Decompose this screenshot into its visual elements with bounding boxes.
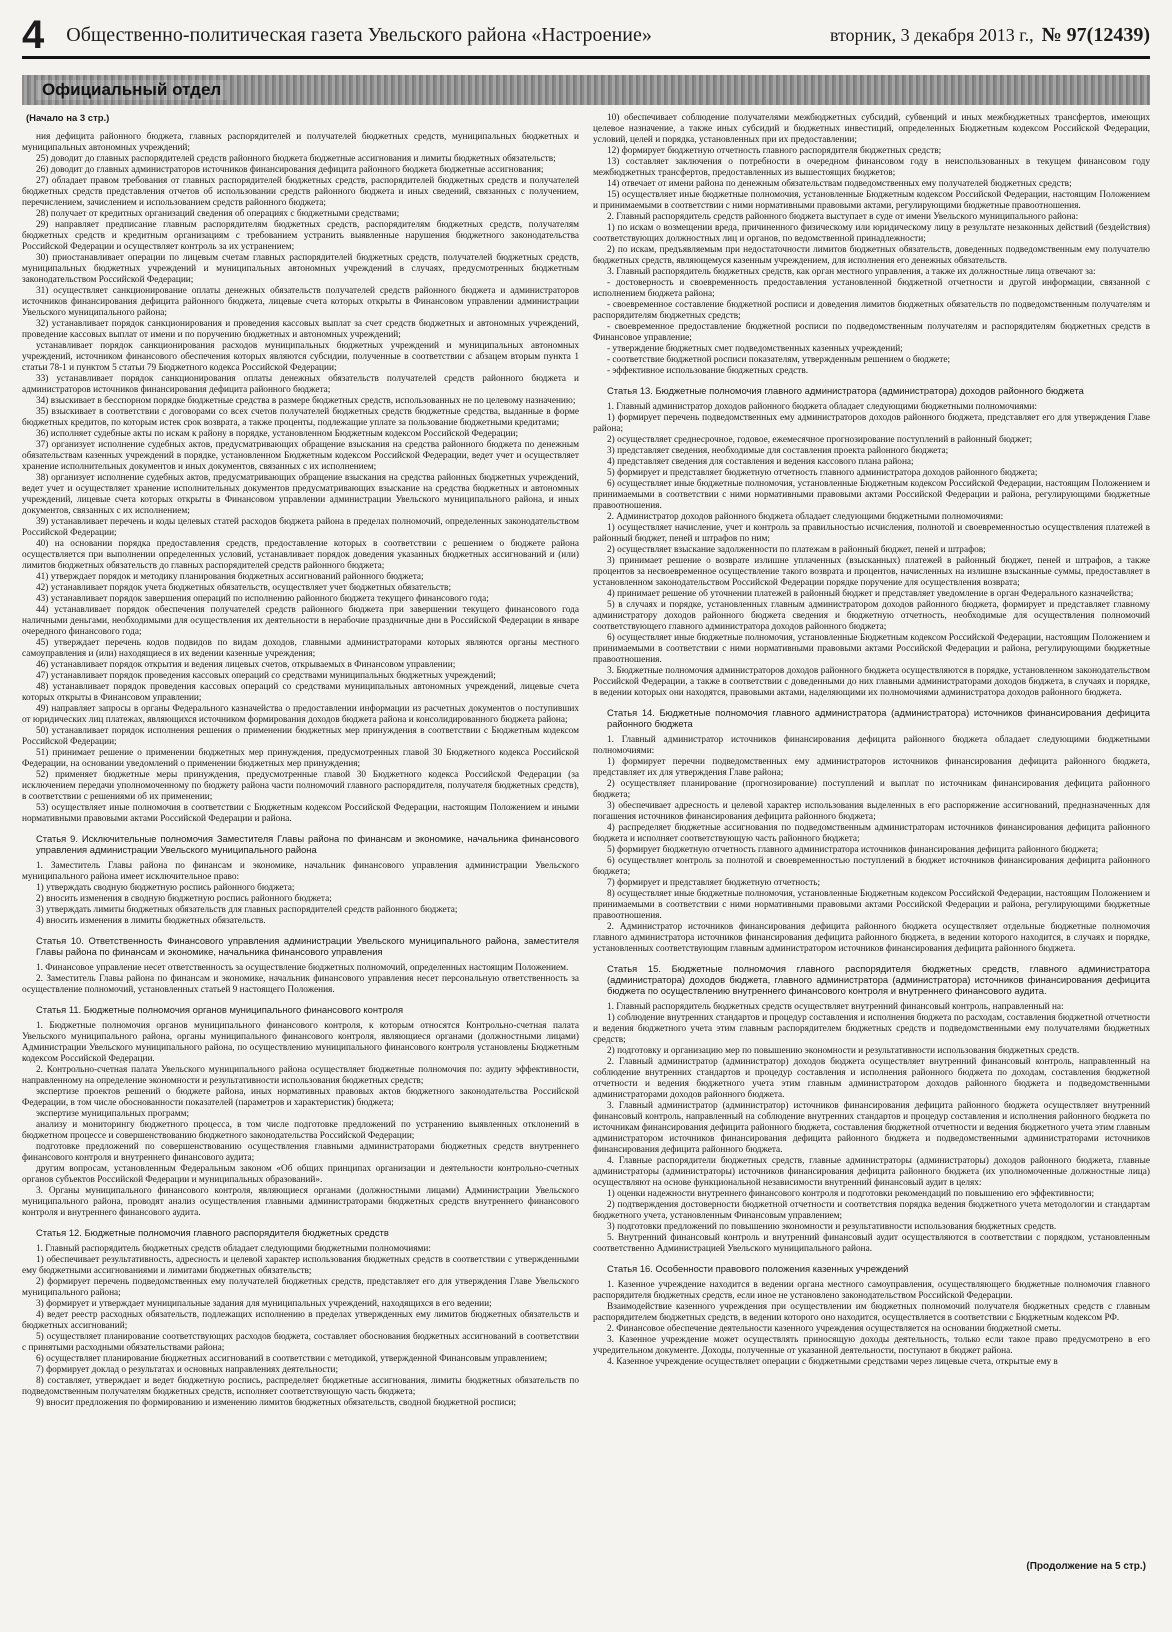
paragraph: 2) вносить изменения в сводную бюджетную роспись районного бюджета; <box>36 894 332 904</box>
paragraph: устанавливает порядок санкционирования расходов муниципальных бюджетных учреждений и муниципальных автономных учреждений, источником финансового обеспечения которых являются субсидии, полученные в соответствии с абзацем вторым пункта 1 статьи 78-1 и пунктом 5 статьи 79 Бюджетного кодекса Российской Федерации; <box>22 341 579 373</box>
article-heading: Статья 10. Ответственность Финансового управления администрации Увельского муниципального района, заместителя Главы района по финансам и экономике, начальника финансового управления <box>36 935 579 957</box>
paragraph: 10) обеспечивает соблюдение получателями межбюджетных субсидий, субвенций и иных межбюджетных трансфертов, имеющих целевое назначение, а также иных субсидий и бюджетных инвестиций, определенных Бюджетным кодексом Российской Федерации, условий, целей и порядка, установленных при их предоставлении; <box>593 113 1150 145</box>
article-heading: Статья 13. Бюджетные полномочия главного администратора (администратора) доходов районного бюджета <box>607 385 1084 396</box>
paragraph: 51) принимает решение о применении бюджетных мер принуждения, предусмотренных главой 30 Бюджетного кодекса Российской Федерации, на основании уведомлений о применении бюджетных мер принуждения; <box>22 748 579 769</box>
paragraph: 1. Главный распорядитель бюджетных средств осуществляет внутренний финансовый контроль, направленный на: <box>607 1002 1064 1012</box>
paragraph: 43) устанавливает порядок завершения операций по исполнению районного бюджета текущего финансового года; <box>36 594 489 604</box>
paragraph: 5) в случаях и порядке, установленных главным администратором доходов районного бюджета, формирует и представляет главному администратору доходов районного бюджета сведения и бюджетную отчетность, необходимые для осуществления полномочий соответствующего главного администратора доходов районного бюджета; <box>593 600 1150 632</box>
paragraph: другим вопросам, установленным Федеральным законом «Об общих принципах организации и деятельности контрольно-счетных органов субъектов Российской Федерации и муниципальных образований». <box>22 1164 579 1185</box>
paragraph: 5) формирует и представляет бюджетную отчетность главного администратора доходов районного бюджета; <box>607 468 1038 478</box>
paragraph: 33) устанавливает порядок санкционирования оплаты денежных обязательств получателей средств районного бюджета и администраторов источников финансирования дефицита районного бюджета; <box>22 374 579 395</box>
paragraph: 2. Главный администратор (администратор) доходов бюджета осуществляет внутренний финансовый контроль, направленный на соблюдение внутренних стандартов и процедур составления и исполнения районного бюджета по доходам, составления бюджетной отчетности и ведения бюджетного учета этим главным администратором доходов районного бюджета и подведомственными администраторами доходов районного бюджета. <box>593 1057 1150 1100</box>
paragraph: 7) формирует и представляет бюджетную отчетность; <box>607 878 821 888</box>
paragraph: 28) получает от кредитных организаций сведения об операциях с бюджетными средствами; <box>36 209 400 219</box>
paragraph: - своевременное составление бюджетной росписи и доведения лимитов бюджетных обязательств по подведомственным получателям и распорядителям бюджетных средств; <box>593 300 1150 321</box>
paragraph: 6) осуществляет контроль за полнотой и своевременностью поступлений в бюджет источников финансирования дефицита районного бюджета; <box>593 856 1150 877</box>
paragraph: 2) формирует перечень подведомственных ему получателей бюджетных средств, представляет его для утверждения Главе Увельского муниципального района; <box>22 1277 579 1298</box>
paragraph: 36) исполняет судебные акты по искам к району в порядке, установленном Бюджетным кодексом Российской Федерации; <box>36 429 519 439</box>
paragraph: 4) ведет реестр расходных обязательств, подлежащих исполнению в пределах утвержденных ему лимитов бюджетных обязательств и бюджетных ассигнований; <box>22 1310 579 1331</box>
section-band <box>22 75 1150 105</box>
paragraph: 4) вносить изменения в лимиты бюджетных обязательств. <box>36 916 266 926</box>
paragraph: 5. Внутренний финансовый контроль и внутренний финансовый аудит осуществляются в соответствии с порядком, установленным соответственно Администрацией Увельского муниципального района. <box>593 1233 1150 1254</box>
paragraph: 1) оценки надежности внутреннего финансового контроля и подготовки рекомендаций по повышению его эффективности; <box>607 1189 1095 1199</box>
paragraph: 6) осуществляет иные бюджетные полномочия, установленные Бюджетным кодексом Российской Федерации, настоящим Положением и принимаемыми в соответствии с ними нормативными правовыми актами Российской Федерации и района, регулирующими бюджетные правоотношения. <box>593 633 1150 665</box>
paragraph: 1. Главный администратор источников финансирования дефицита районного бюджета обладает следующими бюджетными полномочиями: <box>593 735 1150 756</box>
paragraph: 5) формирует бюджетную отчетность главного администратора источников финансирования дефицита районного бюджета; <box>607 845 1099 855</box>
paragraph: 1. Заместитель Главы района по финансам и экономике, начальник финансового управления администрации Увельского муниципального района имеет исключительное право: <box>22 861 579 882</box>
paragraph: 2. Администратор доходов районного бюджета обладает следующими бюджетными полномочиями: <box>607 512 1004 522</box>
paragraph: 44) устанавливает порядок обеспечения получателей средств районного бюджета при завершении текущего финансового года наличными деньгами, необходимыми для осуществления их деятельности в нерабочие праздничные дни в Российской Федерации в январе очередного финансового года; <box>22 605 579 637</box>
paragraph: 3. Органы муниципального финансового контроля, являющиеся органами (должностными лицами) Администрации Увельского муниципального района, проводят анализ осуществления главными администраторами бюджетных средств внутреннего финансового контроля и внутреннего финансового аудита. <box>22 1186 579 1218</box>
paragraph: 1) формирует перечни подведомственных ему администраторов источников финансирования дефицита районного бюджета, представляет их для утверждения Главе района; <box>593 757 1150 778</box>
paragraph: 49) направляет запросы в органы Федерального казначейства о предоставлении информации из расчетных документов о поступивших от юридических лиц платежах, являющихся источником формирования доходов бюджета района и консолидированного бюджета района; <box>22 704 579 725</box>
section-title: Официальный отдел <box>36 80 227 100</box>
continued-note: (Продолжение на 5 стр.) <box>1026 1561 1146 1572</box>
continuation-note: (Начало на 3 стр.) <box>26 113 110 124</box>
paragraph: 3) подготовки предложений по повышению экономности и результативности использования бюджетных средств. <box>607 1222 1057 1232</box>
paragraph: 3) формирует и утверждает муниципальные задания для муниципальных учреждений, находящихся в его ведении; <box>36 1299 492 1309</box>
paragraph: 13) составляет заключения о потребности в очередном финансовом году в неиспользованных в текущем финансовом году межбюджетных трансфертов, предоставленных из вышестоящих бюджетов; <box>593 157 1150 178</box>
paragraph: 9) вносит предложения по формированию и изменению лимитов бюджетных обязательств, сводной бюджетной росписи; <box>36 1398 517 1408</box>
article-heading: Статья 9. Исключительные полномочия Заместителя Главы района по финансам и экономике, начальника финансового управления администрации Увельского муниципального района <box>36 833 579 855</box>
paragraph: - своевременное предоставление бюджетной росписи по подведомственным получателям и распорядителям бюджетных средств в Финансовое управление; <box>593 322 1150 343</box>
paragraph: 14) отвечает от имени района по денежным обязательствам подведомственных ему получателей бюджетных средств; <box>607 179 1072 189</box>
paragraph: 38) организует исполнение судебных актов, предусматривающих обращение взыскания на средства районных бюджетных учреждений, ведет учет и осуществляет хранение исполнительных документов предусматривающих взыскание на средства бюджетных и автономных учреждений, лицевые счета которых открыты в Финансовом управлении администрации Увельского муниципального района, и иных документов, связанных с их исполнением; <box>22 473 579 516</box>
paragraph: 1. Казенное учреждение находится в ведении органа местного самоуправления, осуществляющего бюджетные полномочия главного распорядителя бюджетных средств, если иное не установлено законодательством Российской Федерации. <box>593 1280 1150 1301</box>
paragraph: 3) принимает решение о возврате излишне уплаченных (взысканных) платежей в районный бюджет, пеней и штрафов, а также процентов за несвоевременное осуществление такого возврата и процентов, начисленных на излишне взысканные суммы, предоставляет в установленном законодательством Российской Федерации порядке поручение для осуществления возврата; <box>593 556 1150 588</box>
paragraph: 1) формирует перечень подведомственных ему администраторов доходов районного бюджета, представляет его для утверждения Главе района; <box>593 413 1150 434</box>
issue-date: вторник, 3 декабря 2013 г., <box>829 24 1034 45</box>
paragraph: 2. Контрольно-счетная палата Увельского муниципального района осуществляет бюджетные полномочия по: аудиту эффективности, направленному на определение экономности и результативности использования бюджетных средств; <box>22 1065 579 1086</box>
paragraph: 2. Заместитель Главы района по финансам и экономике, начальник финансового управления несет персональную ответственность за осуществление полномочий, установленных статьей 9 настоящего Положения. <box>22 974 579 995</box>
paragraph: Взаимодействие казенного учреждения при осуществлении им бюджетных полномочий получателя бюджетных средств с главным распорядителем бюджетных средств, в ведении которого оно находится, осуществляется в соответствии с Бюджетным кодексом РФ. <box>593 1302 1150 1323</box>
article-heading: Статья 15. Бюджетные полномочия главного распорядителя бюджетных средств, главного администратора (администратора) доходов бюджета, главного администратора (администратора) источников финансирования дефицита бюджета по осуществлению внутреннего финансового контроля и внутреннего финансового аудита. <box>607 963 1150 996</box>
right-column <box>593 113 1150 1593</box>
paragraph: 27) обладает правом требования от главных распорядителей бюджетных средств, распорядителей бюджетных средств и получателей бюджетных средств представления отчетов об использовании средств районного бюджета и иных сведений, связанных с получением, перечислением, зачислением и использованием средств районного бюджета; <box>22 176 579 208</box>
paragraph: 2) осуществляет планирование (прогнозирование) поступлений и выплат по источникам финансирования дефицита районного бюджета; <box>593 779 1150 800</box>
paragraph: 1) обеспечивает результативность, адресность и целевой характер использования бюджетных средств в соответствии с утвержденными ему бюджетными ассигнованиями и лимитами бюджетных обязательств; <box>22 1255 579 1276</box>
paragraph: 46) устанавливает порядок открытия и ведения лицевых счетов, открываемых в Финансовом управлении; <box>36 660 456 670</box>
paragraph: подготовке предложений по совершенствованию осуществления главными администраторами бюджетных средств внутреннего финансового контроля и внутреннего финансового аудита; <box>22 1142 579 1163</box>
paragraph: 7) формирует доклад о результатах и основных направлениях деятельности; <box>36 1365 339 1375</box>
paragraph: 41) утверждает порядок и методику планирования бюджетных ассигнований районного бюджета; <box>36 572 424 582</box>
paragraph: 2) осуществляет взыскание задолженности по платежам в районный бюджет, пеней и штрафов; <box>607 545 986 555</box>
paragraph: 34) взыскивает в бесспорном порядке бюджетные средства в размере бюджетных средств, использованных не по целевому назначению; <box>36 396 576 406</box>
paragraph: 1. Финансовое управление несет ответственность за осуществление бюджетных полномочий, определенных настоящим Положением. <box>36 963 569 973</box>
paragraph: 3. Главный администратор (администратор) источников финансирования дефицита районного бюджета осуществляет внутренний финансовый контроль, направленный на соблюдение внутренних стандартов и процедур составления и исполнения районного бюджета по источникам финансирования дефицита районного бюджета, составления бюджетной отчетности и ведения бюджетного учета этим главным администратором источников финансирования дефицита районного бюджета и подведомственными администраторами источников финансирования дефицита районного бюджета. <box>593 1101 1150 1155</box>
paragraph: 1) утверждать сводную бюджетную роспись районного бюджета; <box>36 883 295 893</box>
paragraph: 15) осуществляет иные бюджетные полномочия, установленные Бюджетным кодексом Российской Федерации, настоящим Положением и принимаемыми в соответствии с ними нормативными правовыми актами, регулирующими бюджетные правоотношения. <box>593 190 1150 211</box>
paragraph: 1. Бюджетные полномочия органов муниципального финансового контроля, к которым относятся Контрольно-счетная палата Увельского муниципального района, органы муниципального финансового контроля, являющиеся органами (должностными лицами) Администрации Увельского муниципального района, по осуществлению муниципального финансового контроля установлены Бюджетным кодексом Российской Федерации. <box>22 1021 579 1064</box>
paragraph: 47) устанавливает порядок проведения кассовых операций со средствами муниципальных бюджетных учреждений; <box>36 671 496 681</box>
paragraph: 2. Главный распорядитель средств районного бюджета выступает в суде от имени Увельского муниципального района: <box>607 212 1079 222</box>
paragraph: 3. Главный распорядитель бюджетных средств, как орган местного управления, а также их должностные лица отвечают за: <box>607 267 1096 277</box>
paragraph: экспертизе проектов решений о бюджете района, иных нормативных правовых актов бюджетного законодательства Российской Федерации, в том числе обоснованности показателей (параметров и характеристик) бюджета; <box>22 1087 579 1108</box>
paragraph: 2) подготовку и организацию мер по повышению экономности и результативности использования бюджетных средств. <box>607 1046 1080 1056</box>
paragraph: 39) устанавливает перечень и коды целевых статей расходов бюджета района в пределах полномочий, определенных законодательством Российской Федерации; <box>22 517 579 538</box>
article-heading: Статья 14. Бюджетные полномочия главного администратора (администратора) источников финансирования дефицита районного бюджета <box>607 707 1150 729</box>
paragraph: экспертизе муниципальных программ; <box>36 1109 190 1119</box>
paragraph: 2) подтверждения достоверности бюджетной отчетности и соответствия порядка ведения бюджетного учета методологии и стандартам бюджетного учета, установленным Финансовым управлением; <box>593 1200 1150 1221</box>
article-heading: Статья 16. Особенности правового положения казенных учреждений <box>607 1263 909 1274</box>
paragraph: 25) доводит до главных распорядителей средств районного бюджета бюджетные ассигнования и лимиты бюджетных обязательств; <box>36 154 556 164</box>
paragraph: 37) организует исполнение судебных актов, предусматривающих обращение взыскания на средства районного бюджета по денежным обязательствам казенных учреждений в порядке, установленном Бюджетным кодексом Российской Федерации, ведет учет и осуществляет хранение исполнительных документов и иных документов, связанных с их исполнением; <box>22 440 579 472</box>
paper-name: Общественно-политическая газета Увельского района «Настроение» <box>66 23 652 46</box>
paragraph: 45) утверждает перечень кодов подвидов по видам доходов, главными администраторами которых являются органы местного самоуправления и (или) находящиеся в их ведении казенные учреждения; <box>22 638 579 659</box>
paragraph: 8) составляет, утверждает и ведет бюджетную роспись, распределяет бюджетные ассигнования, лимиты бюджетных обязательств по подведомственным получателям бюджетных средств, исполняет соответствующую часть бюджета; <box>22 1376 579 1397</box>
paragraph: 42) устанавливает порядок учета бюджетных обязательств, осуществляет учет бюджетных обязательств; <box>36 583 452 593</box>
paragraph: 5) осуществляет планирование соответствующих расходов бюджета, составляет обоснования бюджетных ассигнований в соответствии с принятыми расходными обязательствами района; <box>22 1332 579 1353</box>
paragraph: 4. Главные распорядители бюджетных средств, главные администраторы (администраторы) доходов районного бюджета, главные администраторы (администраторы) источников финансирования дефицита районного бюджета (их уполномоченные должностные лица) осуществляют на основе функциональной независимости внутренний финансовый аудит в целях: <box>593 1156 1150 1188</box>
paragraph: 26) доводит до главных администраторов источников финансирования дефицита районного бюджета бюджетные ассигнования; <box>36 165 544 175</box>
paragraph: 35) взыскивает в соответствии с договорами со всех счетов получателей бюджетных средств бюджетные средства, выданные в форме бюджетных кредитов, по которым истек срок возврата, а также проценты, подлежащие уплате за пользование бюджетными кредитами; <box>22 407 579 428</box>
paragraph: ния дефицита районного бюджета, главных распорядителей и получателей бюджетных средств, муниципальных бюджетных и муниципальных автономных учреждений; <box>22 132 579 153</box>
paragraph: 53) осуществляет иные полномочия в соответствии с Бюджетным кодексом Российской Федерации, настоящим Положением и иными нормативными правовыми актами Российской Федерации и района. <box>22 803 579 824</box>
article-heading: Статья 11. Бюджетные полномочия органов муниципального финансового контроля <box>36 1004 404 1015</box>
paragraph: 3. Бюджетные полномочия администраторов доходов районного бюджета осуществляются в порядке, установленном законодательством Российской Федерации, а также в соответствии с доведенными до них главными администраторами доходов бюджета, в случаях и порядке, в ведении которых они находятся, правовыми актами, наделяющими их полномочиями администратора доходов районного бюджета. <box>593 666 1150 698</box>
paragraph: 2) по искам, предъявляемым при недостаточности лимитов бюджетных обязательств, доведенных подведомственным ему получателю бюджетных средств, являющемуся казенным учреждением, для исполнения его денежных обязательств. <box>593 245 1150 266</box>
article-columns <box>22 113 1150 1593</box>
paragraph: 2. Администратор источников финансирования дефицита районного бюджета осуществляет отдельные бюджетные полномочия главного администратора источников финансирования дефицита районного бюджета, в ведении которого находится, в случаях и порядке, установленных соответствующим главным администратором источников финансирования дефицита районного бюджета. <box>593 922 1150 954</box>
paragraph: 1. Главный распорядитель бюджетных средств обладает следующими бюджетными полномочиями: <box>36 1244 431 1254</box>
paragraph: 1. Главный администратор доходов районного бюджета обладает следующими бюджетными полномочиями: <box>607 402 1037 412</box>
paragraph: - соответствие бюджетной росписи показателям, утвержденным решением о бюджете; <box>607 355 951 365</box>
paragraph: - эффективное использование бюджетных средств. <box>607 366 809 376</box>
paragraph: 2) осуществляет среднесрочное, годовое, ежемесячное прогнозирование поступлений в районный бюджет; <box>607 435 1033 445</box>
paragraph: 4. Казенное учреждение осуществляет операции с бюджетными средствами через лицевые счета, открытые ему в <box>607 1357 1058 1367</box>
paragraph: 48) устанавливает порядок проведения кассовых операций со средствами муниципальных автономных учреждений, лицевые счета которых открыты в Финансовом управлении; <box>22 682 579 703</box>
paragraph: 1) по искам о возмещении вреда, причиненного физическому или юридическому лицу в результате незаконных действий (бездействия) соответствующих должностных лиц и органов, по ведомственной принадлежности; <box>593 223 1150 244</box>
paragraph: 3) представляет сведения, необходимые для составления проекта районного бюджета; <box>607 446 949 456</box>
issue-number: № 97(12439) <box>1041 23 1150 46</box>
paragraph: 30) приостанавливает операции по лицевым счетам главных распорядителей бюджетных средств, получателей бюджетных средств, муниципальных бюджетных учреждений и муниципальных автономных учреждений в случаях, предусмотренных бюджетным законодательством Российской Федерации; <box>22 253 579 285</box>
paragraph: 52) применяет бюджетные меры принуждения, предусмотренные главой 30 Бюджетного кодекса Российской Федерации (за исключением передачи уполномоченному по бюджету района части полномочий главного распорядителя, получателя бюджетных средств), в соответствии с решениями об их применении; <box>22 770 579 802</box>
paragraph: 3) утверждать лимиты бюджетных обязательств для главных распорядителей средств районного бюджета; <box>36 905 458 915</box>
paragraph: 6) осуществляет иные бюджетные полномочия, установленные Бюджетным кодексом Российской Федерации, настоящим Положением и принимаемыми в соответствии с ними нормативными правовыми актами Российской Федерации и района, регулирующими бюджетные правоотношения. <box>593 479 1150 511</box>
masthead <box>22 14 1150 59</box>
left-column <box>22 113 579 1593</box>
paragraph: 3) обеспечивает адресность и целевой характер использования выделенных в его распоряжение ассигнований, предназначенных для погашения источников финансирования дефицита районного бюджета; <box>593 801 1150 822</box>
paragraph: 3. Казенное учреждение может осуществлять приносящую доходы деятельность, только если такое право предусмотрено в его учредительном документе. Доходы, полученные от указанной деятельности, поступают в бюджет района. <box>593 1335 1150 1356</box>
paragraph: 1) осуществляет начисление, учет и контроль за правильностью исчисления, полнотой и своевременностью осуществления платежей в районный бюджет, пеней и штрафов по ним; <box>593 523 1150 544</box>
paragraph: 2. Финансовое обеспечение деятельности казенного учреждения осуществляется на основании бюджетной сметы. <box>607 1324 1062 1334</box>
paragraph: 6) осуществляет планирование бюджетных ассигнований в соответствии с методикой, утвержденной Финансовым управлением; <box>36 1354 548 1364</box>
paragraph: 4) распределяет бюджетные ассигнования по подведомственным администраторам источников финансирования дефицита районного бюджета и исполняет соответствующую часть районного бюджета; <box>593 823 1150 844</box>
paragraph: - достоверность и своевременность предоставления установленной бюджетной отчетности и другой информации, связанной с исполнением бюджета района; <box>593 278 1150 299</box>
paragraph: - утверждение бюджетных смет подведомственных казенных учреждений; <box>607 344 903 354</box>
paragraph: 40) на основании порядка предоставления средств, предоставление которых в соответствии с решением о бюджете района осуществляется при выполнении определенных условий, устанавливает порядок доведения указанных бюджетных ассигнований и (или) лимитов бюджетных обязательств до главных распорядителей средств районного бюджета; <box>22 539 579 571</box>
paragraph: 50) устанавливает порядок исполнения решения о применении бюджетных мер принуждения в соответствии с Бюджетным кодексом Российской Федерации; <box>22 726 579 747</box>
paragraph: 12) формирует бюджетную отчетность главного распорядителя бюджетных средств; <box>607 146 942 156</box>
paragraph: 4) представляет сведения для составления и ведения кассового плана района; <box>607 457 914 467</box>
paragraph: 31) осуществляет санкционирование оплаты денежных обязательств получателей средств районного бюджета и администраторов источников финансирования дефицита районного бюджета, лицевые счета которых открыты в Финансовом управлении администрации Увельского муниципального района; <box>22 286 579 318</box>
paragraph: 32) устанавливает порядок санкционирования и проведения кассовых выплат за счет средств бюджетных и автономных учреждений, проведение кассовых выплат от имени и по поручению бюджетных и автономных учреждений; <box>22 319 579 340</box>
paragraph: 4) принимает решение об уточнении платежей в районный бюджет и представляет уведомление в орган Федерального казначейства; <box>607 589 1134 599</box>
paragraph: 8) осуществляет иные бюджетные полномочия, установленные Бюджетным кодексом Российской Федерации, настоящим Положением и принимаемыми в соответствии с ними нормативными правовыми актами Российской Федерации и района, регулирующими бюджетные правоотношения. <box>593 889 1150 921</box>
paragraph: анализу и мониторингу бюджетного процесса, в том числе подготовке предложений по устранению выявленных отклонений в бюджетном процессе и совершенствованию бюджетного законодательства Российской Федерации; <box>22 1120 579 1141</box>
article-heading: Статья 12. Бюджетные полномочия главного распорядителя бюджетных средств <box>36 1227 389 1238</box>
paragraph: 29) направляет предписание главным распорядителям бюджетных средств, распорядителям бюджетных средств, получателям бюджетных средств и кредитным организациям с требованием устранить выявленные нарушения бюджетного законодательства Российской Федерации и осуществляет контроль за их устранением; <box>22 220 579 252</box>
page-number: 4 <box>22 13 45 57</box>
paragraph: 1) соблюдение внутренних стандартов и процедур составления и исполнения бюджета по расходам, составления бюджетной отчетности и ведения бюджетного учета этим главным распорядителем бюджетных средств и подведомственными ему получателями бюджетных средств; <box>593 1013 1150 1045</box>
